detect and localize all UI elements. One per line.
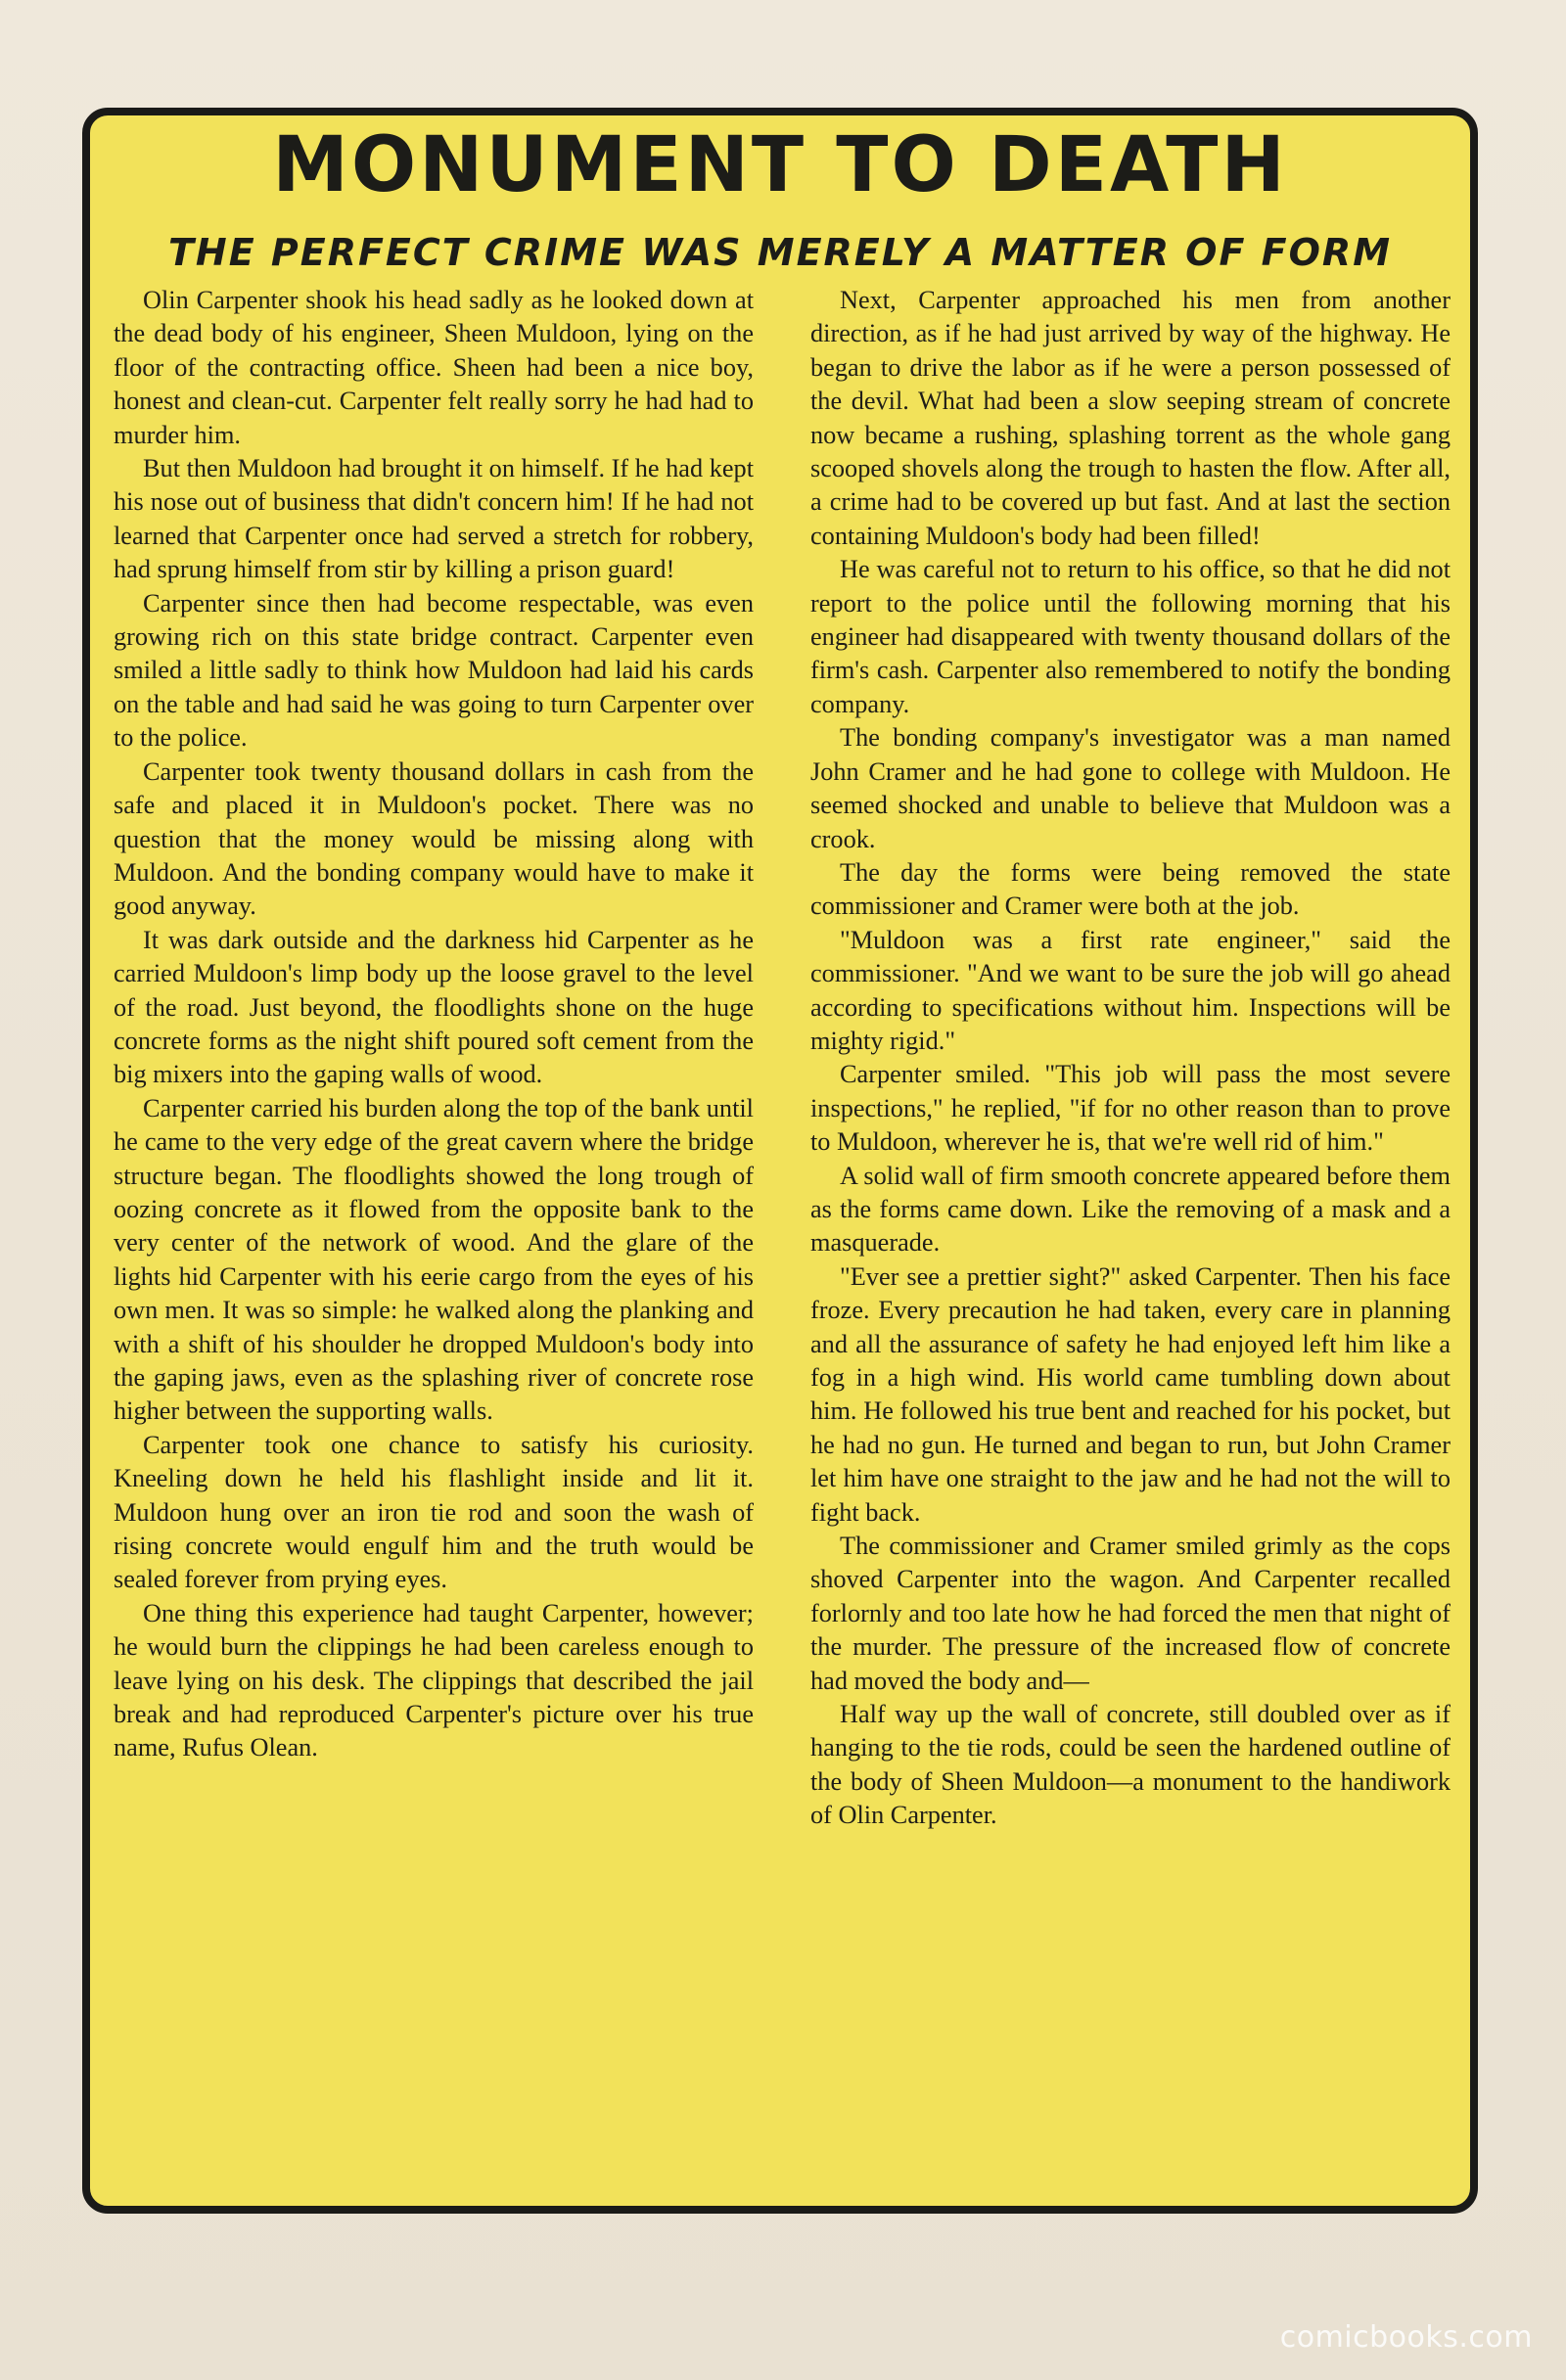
paragraph: One thing this experience had taught Carpenter, however; he would burn the clippings he had been careless enough to leave lying on his desk. The clippings that described the jail break and had reproduced Carpenter's picture over his true name, Rufus Olean. (114, 1598, 754, 1762)
story-title: MONUMENT TO DEATH (272, 121, 1288, 209)
paragraph: Carpenter took one chance to satisfy his curiosity. Kneeling down he held his flashlight inside and lit it. Muldoon hung over an iron tie rod and soon the wash of rising concrete would engulf him and the truth would be sealed forever from prying eyes. (114, 1430, 754, 1594)
paragraph: "Muldoon was a first rate engineer," said the commissioner. "And we want to be sure the job will go ahead according to specifications without him. Inspections will be mighty rigid." (810, 925, 1451, 1055)
paragraph: The bonding company's investigator was a man named John Cramer and he had gone to college with Muldoon. He seemed shocked and unable to believe that Muldoon was a crook. (810, 723, 1451, 853)
paragraph: Half way up the wall of concrete, still doubled over as if hanging to the tie rods, could be seen the hardened outline of the body of Sheen Muldoon—a monument to the handiwork of Olin Carpenter. (810, 1700, 1451, 1830)
paragraph: Carpenter smiled. "This job will pass the most severe inspections," he replied, "if for no other reason than to prove to Muldoon, wherever he is, that we're well rid of him." (810, 1060, 1451, 1157)
paragraph: A solid wall of firm smooth concrete appeared before them as the forms came down. Like the removing of a mask and a masquerade. (810, 1161, 1451, 1258)
right-text-column (810, 284, 1451, 1833)
paragraph: Next, Carpenter approached his men from another direction, as if he had just arrived by way of the highway. He began to drive the labor as if he were a person possessed of the devil. What had been a slow seeping stream of concrete now became a rushing, splashing torrent as the whole gang scooped shovels along the trough to hasten the flow. After all, a crime had to be covered up but fast. And at last the section containing Muldoon's body had been filled! (810, 286, 1451, 550)
paragraph: Olin Carpenter shook his head sadly as he looked down at the dead body of his engineer, Sheen Muldoon, lying on the floor of the contracting office. Sheen had been a nice boy, honest and clean-cut. Carpenter felt really sorry he had had to murder him. (114, 286, 754, 449)
paragraph: But then Muldoon had brought it on himself. If he had kept his nose out of business that didn't concern him! If he had not learned that Carpenter once had served a stretch for robbery, had sprung himself from stir by killing a prison guard! (114, 454, 754, 584)
paragraph: He was careful not to return to his office, so that he did not report to the police until the following morning that his engineer had disappeared with twenty thousand dollars of the firm's cash. Carpenter also remembered to notify the bonding company. (810, 555, 1451, 718)
paragraph: Carpenter carried his burden along the top of the bank until he came to the very edge of the great cavern where the bridge structure began. The floodlights showed the long trough of oozing concrete as it flowed from the opposite bank to the very center of the network of wood. And the glare of the lights hid Carpenter with his eerie cargo from the eyes of his own men. It was so simple: he walked along the planking and with a shift of his shoulder he dropped Muldoon's body into the gaping jaws, even as the splashing river of concrete rose higher between the supporting walls. (114, 1093, 754, 1426)
paragraph: It was dark outside and the darkness hid Carpenter as he carried Muldoon's limp body up the loose gravel to the level of the road. Just beyond, the floodlights shone on the huge concrete forms as the night shift poured soft cement from the big mixers into the gaping walls of wood. (114, 925, 754, 1089)
paragraph: Carpenter took twenty thousand dollars in cash from the safe and placed it in Muldoon's pocket. There was no question that the money would be missing along with Muldoon. And the bonding company would have to make it good anyway. (114, 756, 754, 921)
paragraph: "Ever see a prettier sight?" asked Carpenter. Then his face froze. Every precaution he had taken, every care in planning and all the assurance of safety he had enjoyed left him like a fog in a high wind. His world came tumbling down about him. He followed his true bent and reached for his pocket, but he had no gun. He turned and began to run, but John Cramer let him have one straight to the jaw and he had not the will to fight back. (810, 1261, 1451, 1527)
paragraph: The day the forms were being removed the state commissioner and Cramer were both at the job. (810, 857, 1451, 921)
site-watermark: comicbooks.com (1279, 2320, 1533, 2355)
story-panel (82, 108, 1478, 2214)
story-subtitle: THE PERFECT CRIME WAS MERELY A MATTER OF FORM (167, 231, 1393, 274)
paragraph: The commissioner and Cramer smiled grimly as the cops shoved Carpenter into the wagon. And Carpenter recalled forlornly and too late how he had forced the men that night of the murder. The pressure of the increased flow of concrete had moved the body and— (810, 1532, 1451, 1695)
paragraph: Carpenter since then had become respectable, was even growing rich on this state bridge contract. Carpenter even smiled a little sadly to think how Muldoon had laid his cards on the table and had said he was going to turn Carpenter over to the police. (114, 588, 754, 753)
left-text-column (114, 284, 754, 1765)
